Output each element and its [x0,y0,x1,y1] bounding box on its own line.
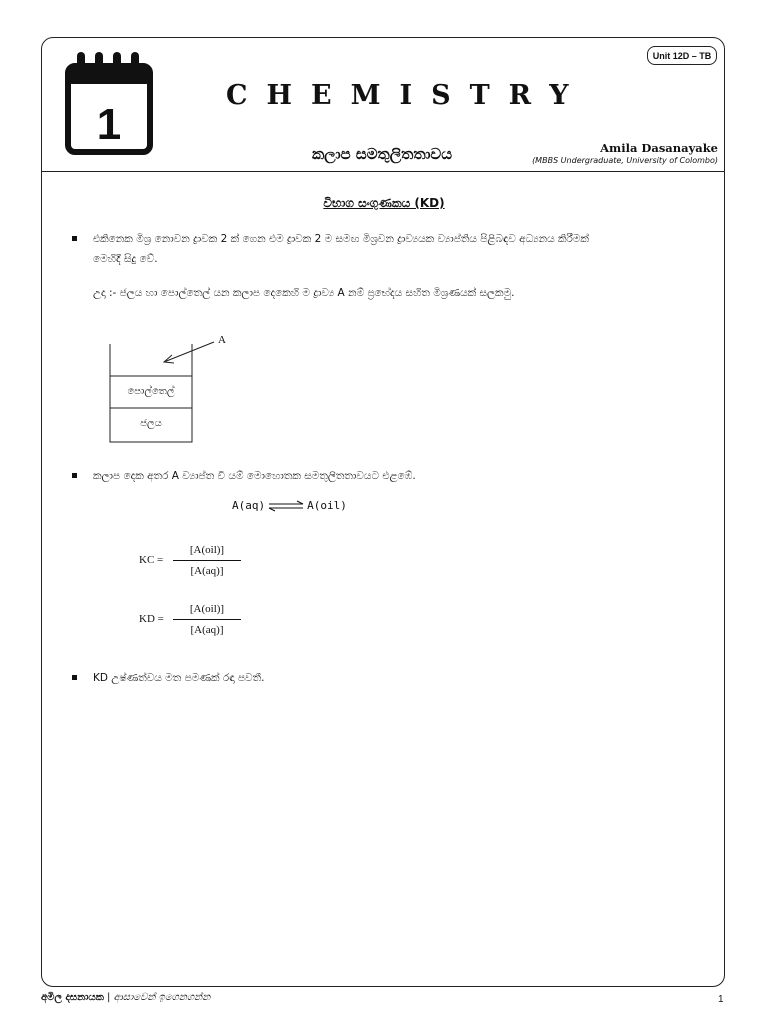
equilibrium-arrow-icon [267,500,305,512]
footer-tagline: ආසාවෙන් ඉගෙනගන්න [113,992,211,1003]
water-layer-label: ජලය [140,418,162,429]
footer-separator: | [107,992,111,1003]
kc-label: KC = [139,554,164,566]
kd-denominator: [A(aq)] [190,624,224,636]
equilibrium-equation [232,499,347,512]
bullet-marker [72,675,77,680]
kd-label: KD = [139,613,164,625]
example-text: උදා :- ජලය හා පොල්තෙල් යන කලාප දෙකෙහි ම ද්‍රාව්‍ය A නම් ප්‍රභේදය සහිත මිශ්‍රණයක් සලකමු. [93,287,515,299]
footer-name: අමිල දසනායක [41,992,104,1003]
footer-credit [41,992,210,1003]
equilibrium-left: A(aq) [232,499,266,512]
oil-layer-label: පොල්තෙල් [127,386,175,397]
bullet1-line2: මෙහිදී සිදු වේ. [93,253,158,265]
section-heading: විභාග සංගුණකය (KD) [323,196,445,210]
unit-badge: Unit 12D – TB [647,46,717,65]
page-frame [41,37,725,987]
kd-fraction [173,603,241,636]
fraction-bar [173,560,241,561]
lesson-title: කලාප සමතුලිතතාවය [312,145,452,163]
bullet3-text: KD උෂ්ණත්වය මත පමණක් රඳා පවතී. [93,672,265,684]
bullet1-line1: එකිනෙක මිශ්‍ර නොවන ද්‍රාවක 2 ක් ගෙන එම ද්‍රාවක 2 ම සමඟ මිශ්‍රවන ද්‍රාව්‍යයක ව්‍යාප්තිය පිළිබඳව අධ්‍යනය කිරීමක් [93,233,589,245]
kc-denominator: [A(aq)] [190,565,224,577]
bullet-marker [72,236,77,241]
page-number: 1 [718,994,724,1005]
header-divider [41,171,725,172]
calendar-number: 1 [96,100,122,149]
author-detail: (MBBS Undergraduate, University of Colombo) [532,156,718,165]
equilibrium-right: A(oil) [307,499,347,512]
kc-fraction [173,544,241,577]
bullet-marker [72,473,77,478]
author-name: Amila Dasanayake [600,141,718,155]
calendar-icon [64,48,154,156]
bullet2-text: කලාප දෙක අතර A ව්‍යාප්ත වී යම් මොහොතක සමතුලිතතාවයට එළඹේ. [93,470,416,482]
subject-title: CHEMISTRY [226,80,588,111]
kc-numerator: [A(oil)] [189,544,225,556]
kd-numerator: [A(oil)] [189,603,225,615]
solute-label: A [218,334,226,346]
phase-diagram [100,332,240,448]
fraction-bar [173,619,241,620]
